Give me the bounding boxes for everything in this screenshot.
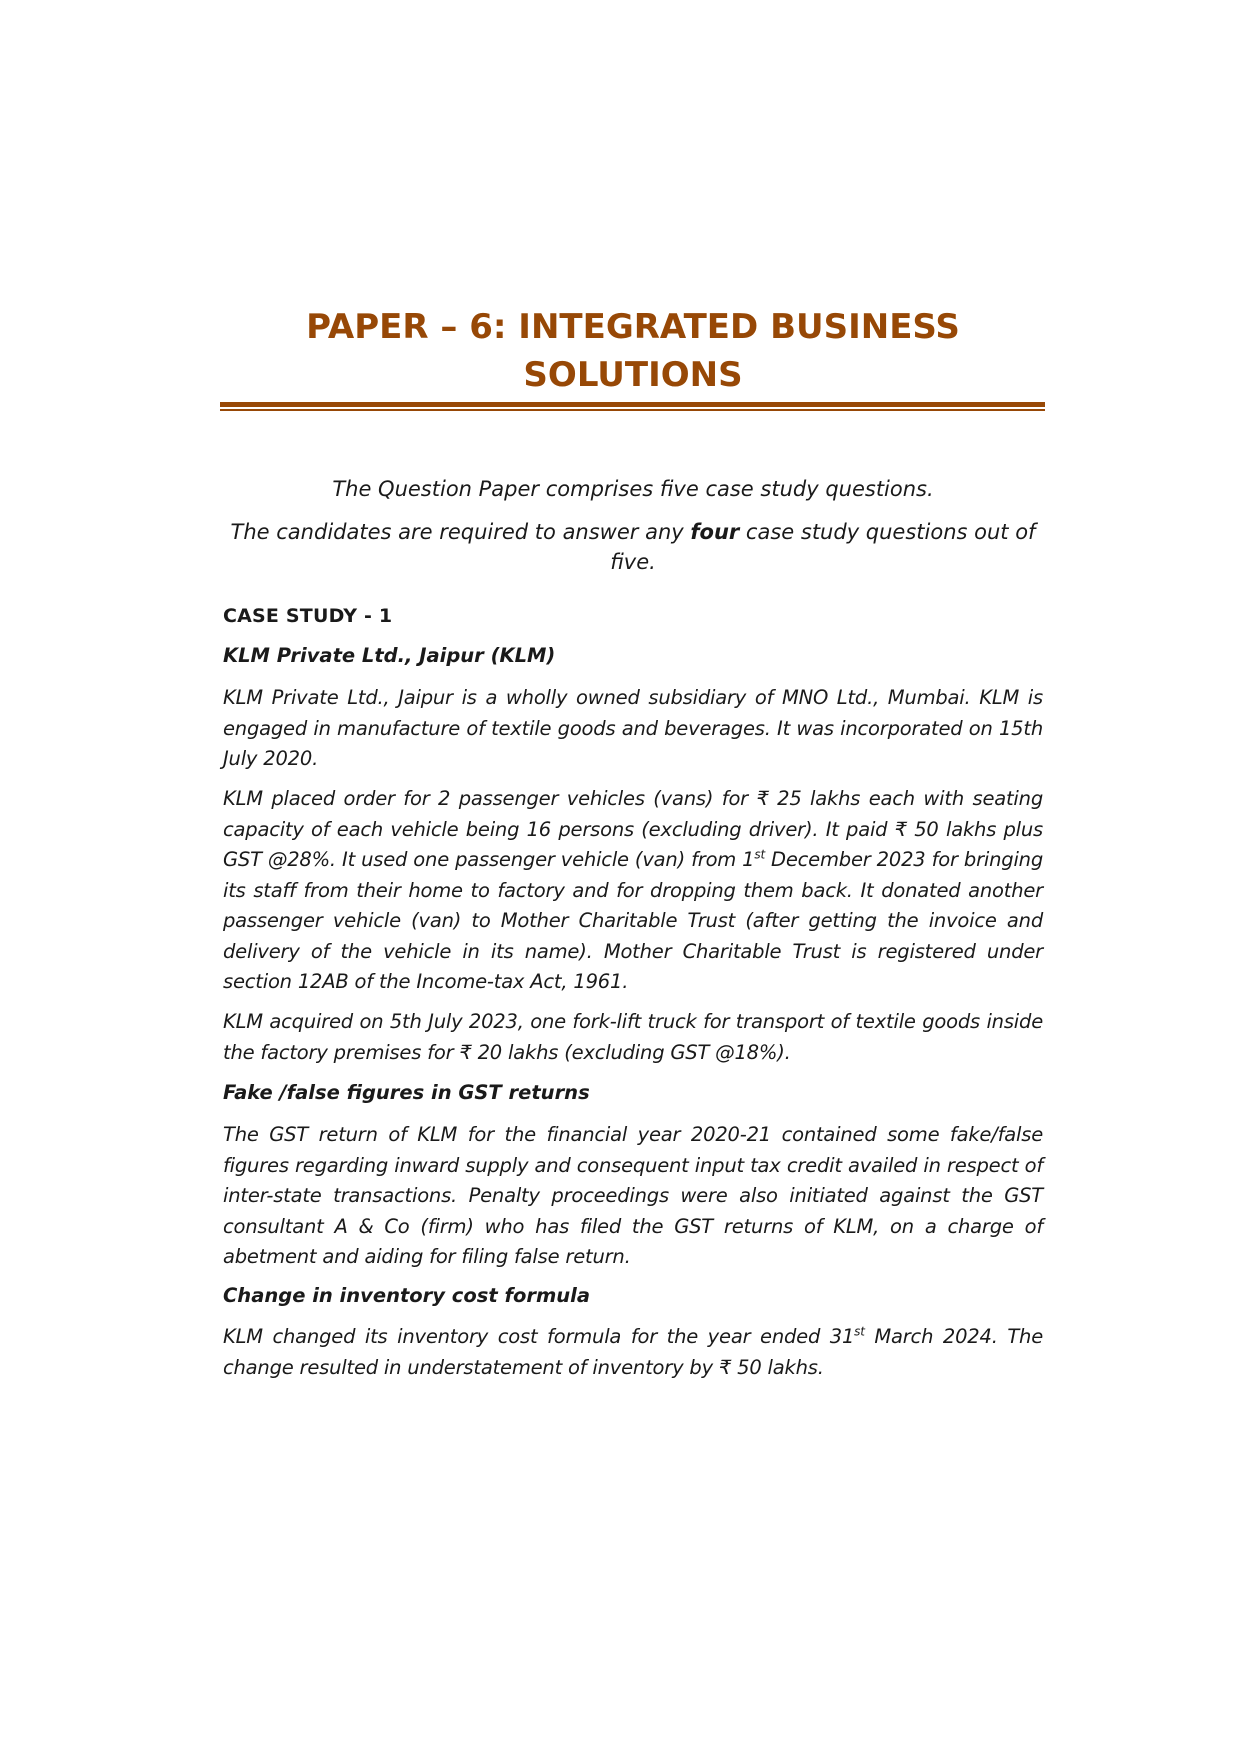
vehicles-paragraph-superscript: st [754,847,765,862]
company-paragraph: KLM Private Ltd., Jaipur is a wholly owned subsidiary of MNO Ltd., Mumbai. KLM is engaged in manufacture of textile goods and beverages. It was incorporated on 15th July 2020. [223,686,1043,770]
vehicles-paragraph-end: December 2023 for bringing its staff from their home to factory and for dropping them back. It donated another passenger vehicle (van) to Mother Charitable Trust (after getting the invoice and delivery of the vehicle in its name). Mother Charitable Trust is registered under section 12AB of the Income-tax Act, 1961. [223,848,1043,993]
company-heading: KLM Private Ltd., Jaipur (KLM) [223,644,556,667]
inventory-paragraph [223,1322,1043,1383]
case-study-heading: CASE STUDY - 1 [223,605,393,627]
fork-lift-paragraph: KLM acquired on 5th July 2023, one fork-lift truck for transport of textile goods inside the factory premises for ₹ 20 lakhs (excluding GST @18%). [223,1010,1043,1064]
inventory-paragraph-superscript: st [854,1324,865,1339]
page-title: PAPER – 6: INTEGRATED BUSINESS SOLUTIONS [306,307,960,395]
vehicles-paragraph [223,784,1043,998]
intro-line-2-start: The candidates are required to answer any [230,520,691,544]
gst-heading: Fake /false figures in GST returns [223,1081,590,1104]
inventory-heading: Change in inventory cost formula [223,1284,590,1307]
gst-paragraph: The GST return of KLM for the financial year 2020-21 contained some fake/false figures regarding inward supply and consequent input tax credit availed in respect of inter-state transactions. Penalty proceedings were also initiated against the GST consultant A & Co (firm) who has filed the GST returns of KLM, on a charge of abetment and aiding for filing false return. [223,1123,1043,1268]
intro-line-2-emphasis: four [690,520,740,544]
title-divider-thick [220,402,1045,407]
intro-line-1: The Question Paper comprises five case study questions. [332,477,934,501]
vehicles-paragraph-start: KLM placed order for 2 passenger vehicles (vans) for ₹ 25 lakhs each with seating capacity of each vehicle being 16 persons (excluding driver). It paid ₹ 50 lakhs plus GST @28%. It used one passenger vehicle (van) from 1 [223,787,1043,871]
inventory-paragraph-end: March 2024. The change resulted in understatement of inventory by ₹ 50 lakhs. [223,1325,1043,1379]
intro-line-2-end: case study questions out of five. [610,520,1036,574]
intro-line-2 [213,517,1053,577]
inventory-paragraph-start: KLM changed its inventory cost formula for the year ended 31 [223,1325,855,1348]
title-divider-thin [220,409,1045,411]
